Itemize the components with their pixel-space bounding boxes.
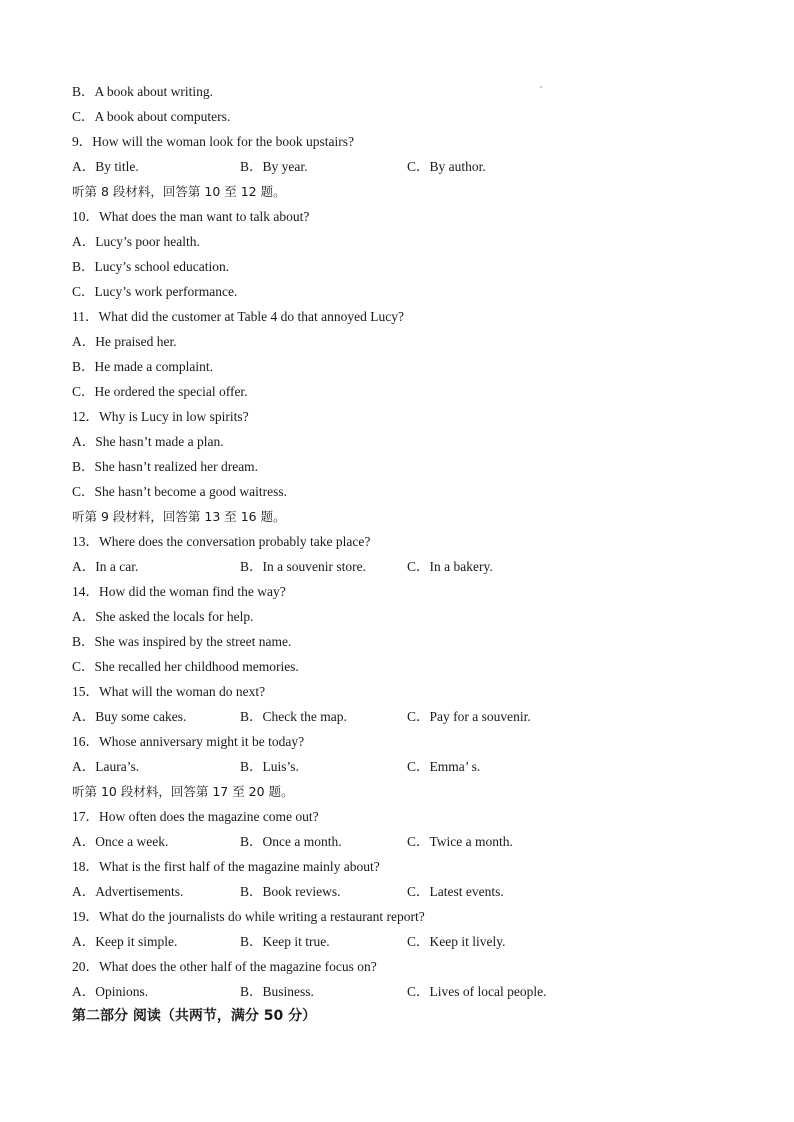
option-c: C．Pay for a souvenir.	[407, 709, 531, 724]
question-line: 20．What does the other half of the magazine focus on?	[72, 959, 377, 974]
option-a: A．Once a week.	[72, 834, 169, 849]
instruction-line: 听第 10 段材料，回答第 17 至 20 题。	[72, 784, 294, 799]
option-line: C．He ordered the special offer.	[72, 384, 248, 399]
question-line: 13．Where does the conversation probably take place?	[72, 534, 371, 549]
option-line: A．He praised her.	[72, 334, 177, 349]
option-c: C．By author.	[407, 159, 486, 174]
option-line: A．She hasn’t made a plan.	[72, 434, 224, 449]
option-line: C．Lucy’s work performance.	[72, 284, 238, 299]
option-b: B．In a souvenir store.	[240, 559, 366, 574]
question-line: 16．Whose anniversary might it be today?	[72, 734, 305, 749]
question-line: 19．What do the journalists do while writing a restaurant report?	[72, 909, 425, 924]
option-c: C．Twice a month.	[407, 834, 513, 849]
scan-speck	[540, 86, 542, 88]
option-c: C．In a bakery.	[407, 559, 493, 574]
question-line: 12．Why is Lucy in low spirits?	[72, 409, 249, 424]
option-c: C．Emma’ s.	[407, 759, 481, 774]
option-line: C．She recalled her childhood memories.	[72, 659, 299, 674]
question-line: 10．What does the man want to talk about?	[72, 209, 310, 224]
option-line: C．A book about computers.	[72, 109, 231, 124]
question-line: 14．How did the woman find the way?	[72, 584, 286, 599]
option-b: B．Check the map.	[240, 709, 347, 724]
option-line: B．Lucy’s school education.	[72, 259, 230, 274]
option-c: C．Lives of local people.	[407, 984, 547, 999]
option-line: B．A book about writing.	[72, 84, 213, 99]
option-a: A．Laura’s.	[72, 759, 140, 774]
question-line: 17．How often does the magazine come out?	[72, 809, 319, 824]
option-line: B．She was inspired by the street name.	[72, 634, 292, 649]
question-line: 18．What is the first half of the magazine mainly about?	[72, 859, 380, 874]
option-b: B．By year.	[240, 159, 308, 174]
option-line: C．She hasn’t become a good waitress.	[72, 484, 287, 499]
question-line: 15．What will the woman do next?	[72, 684, 266, 699]
option-c: C．Keep it lively.	[407, 934, 506, 949]
option-line: B．She hasn’t realized her dream.	[72, 459, 259, 474]
option-line: A．She asked the locals for help.	[72, 609, 254, 624]
option-b: B．Business.	[240, 984, 314, 999]
question-line: 9．How will the woman look for the book upstairs?	[72, 134, 354, 149]
option-line: A．Lucy’s poor health.	[72, 234, 200, 249]
option-b: B．Luis’s.	[240, 759, 299, 774]
instruction-line: 听第 9 段材料，回答第 13 至 16 题。	[72, 509, 286, 524]
option-b: B．Book reviews.	[240, 884, 341, 899]
option-a: A．Advertisements.	[72, 884, 184, 899]
option-a: A．By title.	[72, 159, 139, 174]
option-b: B．Keep it true.	[240, 934, 330, 949]
option-b: B．Once a month.	[240, 834, 342, 849]
option-c: C．Latest events.	[407, 884, 504, 899]
option-a: A．In a car.	[72, 559, 139, 574]
instruction-line: 听第 8 段材料，回答第 10 至 12 题。	[72, 184, 286, 199]
question-line: 11．What did the customer at Table 4 do that annoyed Lucy?	[72, 309, 404, 324]
option-line: B．He made a complaint.	[72, 359, 213, 374]
section-heading: 第二部分 阅读（共两节，满分 50 分）	[72, 1008, 317, 1024]
option-a: A．Buy some cakes.	[72, 709, 187, 724]
option-a: A．Opinions.	[72, 984, 149, 999]
option-a: A．Keep it simple.	[72, 934, 178, 949]
